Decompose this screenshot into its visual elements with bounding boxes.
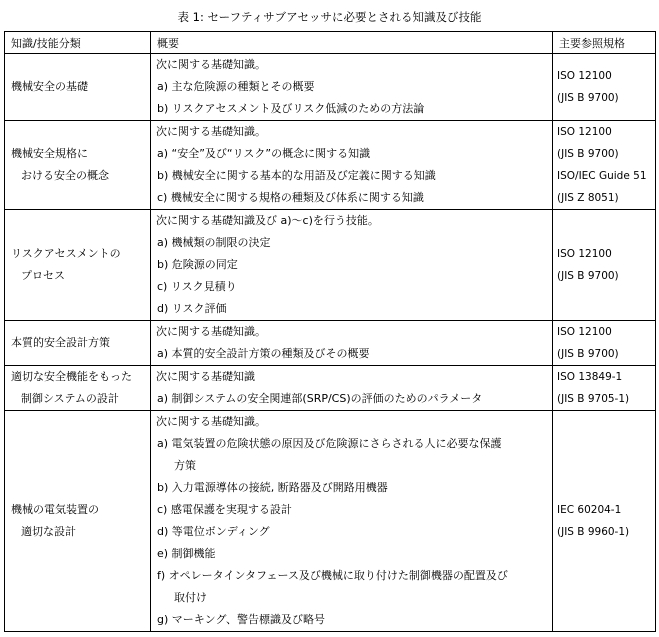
overview-cell [151, 411, 553, 632]
overview-item-continuation: 方策 [174, 459, 196, 472]
table-row [5, 54, 656, 121]
overview-item: a) 機械類の制限の決定 [157, 236, 271, 249]
overview-item-continuation: 取付け [174, 591, 207, 604]
category-cell [5, 366, 151, 411]
reference-line: IEC 60204-1 [557, 504, 622, 516]
overview-item: a) 制御システムの安全関連部(SRP/CS)の評価のためのパラメータ [157, 392, 483, 405]
reference-line: ISO 13849-1 [557, 371, 623, 383]
category-cell [5, 210, 151, 321]
header-category: 知識/技能分類 [5, 32, 151, 54]
overview-item: e) 制御機能 [157, 547, 216, 560]
category-line: 適切な安全機能をもった [11, 370, 132, 383]
overview-item: g) マーキング、警告標識及び略号 [157, 613, 325, 626]
overview-item: b) 入力電源導体の接続, 断路器及び開路用機器 [157, 481, 388, 494]
reference-line: (JIS B 9700) [557, 348, 619, 360]
category-line: 機械安全規格に [11, 147, 88, 160]
header-overview: 概要 [151, 32, 553, 54]
reference-line: ISO 12100 [557, 248, 612, 260]
header-reference: 主要参照規格 [553, 32, 656, 54]
reference-line: (JIS B 9700) [557, 148, 619, 160]
reference-cell [553, 321, 656, 366]
reference-line: (JIS B 9700) [557, 92, 619, 104]
table-header-row [5, 32, 656, 54]
overview-item: a) 電気装置の危険状態の原因及び危険源にさらされる人に必要な保護 [157, 437, 502, 450]
overview-cell [151, 366, 553, 411]
table-row [5, 366, 656, 411]
overview-line: 次に関する基礎知識。 [156, 58, 266, 71]
reference-cell [553, 210, 656, 321]
overview-item: c) 感電保護を実現する設計 [157, 503, 292, 516]
reference-cell [553, 366, 656, 411]
overview-line: 次に関する基礎知識及び a)～c)を行う技能。 [156, 214, 379, 227]
category-cell [5, 411, 151, 632]
reference-line: ISO 12100 [557, 326, 612, 338]
overview-item: f) オペレータインタフェース及び機械に取り付けた制御機器の配置及び [157, 569, 508, 582]
category-cell [5, 54, 151, 121]
category-cell [5, 121, 151, 210]
reference-line: (JIS Z 8051) [557, 192, 619, 204]
overview-line: 次に関する基礎知識。 [156, 415, 266, 428]
table-row [5, 210, 656, 321]
category-line: 適切な設計 [21, 525, 76, 538]
category-line: プロセス [21, 269, 65, 282]
category-line: おける安全の概念 [21, 169, 109, 182]
table-caption: 表 1: セーフティサブアセッサに必要とされる知識及び技能 [177, 10, 482, 24]
overview-line: 次に関する基礎知識 [156, 370, 255, 383]
reference-line: (JIS B 9960-1) [557, 526, 630, 538]
overview-item: d) 等電位ボンディング [157, 525, 270, 538]
overview-item: b) リスクアセスメント及びリスク低減のための方法論 [157, 102, 425, 115]
overview-cell [151, 54, 553, 121]
table-row [5, 411, 656, 632]
overview-item: a) 本質的安全設計方策の種類及びその概要 [157, 347, 370, 360]
reference-line: ISO 12100 [557, 70, 612, 82]
reference-cell [553, 411, 656, 632]
reference-cell [553, 121, 656, 210]
overview-line: 次に関する基礎知識。 [156, 125, 266, 138]
overview-cell [151, 210, 553, 321]
overview-item: b) 危険源の同定 [157, 258, 238, 271]
overview-item: c) リスク見積り [157, 280, 237, 293]
overview-item: a) 主な危険源の種類とその概要 [157, 80, 315, 93]
table-row [5, 321, 656, 366]
overview-cell [151, 321, 553, 366]
category-cell [5, 321, 151, 366]
overview-item: b) 機械安全に関する基本的な用語及び定義に関する知識 [157, 169, 436, 182]
category-line: リスクアセスメントの [11, 247, 121, 260]
reference-cell [553, 54, 656, 121]
overview-line: 次に関する基礎知識。 [156, 325, 266, 338]
overview-item: a) “安全”及び“リスク”の概念に関する知識 [157, 147, 371, 160]
reference-line: ISO/IEC Guide 51 [557, 170, 647, 182]
category-line: 制御システムの設計 [21, 392, 119, 405]
reference-line: (JIS B 9705-1) [557, 393, 630, 405]
table-row [5, 121, 656, 210]
reference-line: ISO 12100 [557, 126, 612, 138]
knowledge-skills-table [4, 31, 656, 632]
category-line: 機械安全の基礎 [11, 80, 88, 93]
category-line: 機械の電気装置の [11, 503, 99, 516]
overview-item: c) 機械安全に関する規格の種類及び体系に関する知識 [157, 191, 424, 204]
category-line: 本質的安全設計方策 [11, 336, 110, 349]
reference-line: (JIS B 9700) [557, 270, 619, 282]
overview-cell [151, 121, 553, 210]
overview-item: d) リスク評価 [157, 302, 227, 315]
